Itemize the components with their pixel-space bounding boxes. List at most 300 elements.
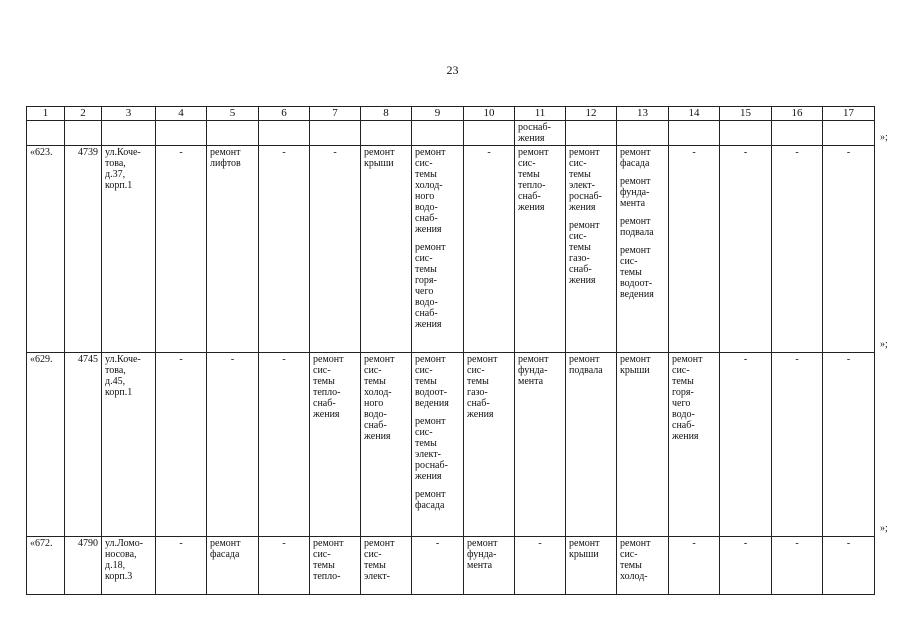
cell-line: роснаб- — [569, 191, 602, 202]
cell-line: ремонт — [672, 354, 703, 365]
cell-line: корп.1 — [105, 180, 133, 191]
table-cell — [772, 353, 823, 537]
table-cell — [772, 537, 823, 595]
cell-line: ремонт — [569, 220, 600, 231]
cell-entry — [68, 538, 98, 549]
cell-entry — [620, 176, 665, 209]
cell-line: фунда- — [467, 549, 497, 560]
cell-line: сис- — [672, 365, 690, 376]
cell-line: това, — [105, 158, 126, 169]
table-cell — [669, 537, 720, 595]
cell-line: крыши — [569, 549, 599, 560]
cell-line: мента — [620, 198, 646, 209]
header-cell: 9 — [412, 107, 464, 121]
cell-line: корп.3 — [105, 571, 133, 582]
cell-line: тепло- — [518, 180, 546, 191]
cell-line: това, — [105, 365, 126, 376]
cell-entry — [775, 147, 819, 158]
cell-line: темы — [620, 560, 642, 571]
cell-entry — [415, 354, 460, 409]
cell-line: - — [179, 354, 183, 365]
table-cell — [617, 537, 669, 595]
cell-entry — [569, 538, 613, 560]
table-cell — [823, 121, 875, 146]
cell-line: фасада — [210, 549, 240, 560]
table-cell — [65, 121, 102, 146]
cell-line: - — [743, 538, 748, 549]
table-row — [27, 146, 875, 353]
cell-line: крыши — [364, 158, 394, 169]
header-cell: 14 — [669, 107, 720, 121]
cell-line: роснаб- — [518, 122, 551, 133]
table-cell — [310, 146, 361, 353]
cell-line: - — [743, 354, 748, 365]
header-cell: 7 — [310, 107, 361, 121]
cell-line: темы — [672, 376, 694, 387]
table-cell — [566, 146, 617, 353]
cell-line: - — [795, 354, 799, 365]
cell-line: д.18, — [105, 560, 126, 571]
table-cell — [310, 353, 361, 537]
cell-line: холод- — [620, 571, 648, 582]
cell-entry — [467, 538, 511, 571]
cell-line: водо- — [415, 202, 438, 213]
cell-line: ул.Ломо- — [105, 538, 144, 549]
cell-line: темы — [518, 169, 540, 180]
cell-line: ремонт — [467, 354, 498, 365]
cell-entry — [620, 147, 665, 169]
cell-line: ремонт — [620, 245, 651, 256]
cell-line: элект- — [415, 449, 441, 460]
cell-line: водоот- — [415, 387, 448, 398]
table-cell — [27, 121, 65, 146]
cell-line: - — [282, 147, 286, 158]
cell-line: ул.Коче- — [105, 147, 141, 158]
cell-line: сис- — [415, 365, 433, 376]
cell-entry — [826, 354, 871, 365]
cell-line: сис- — [569, 231, 587, 242]
cell-entry — [262, 538, 306, 549]
table-cell — [65, 537, 102, 595]
cell-line: темы — [415, 438, 437, 449]
cell-line: - — [230, 354, 235, 365]
table-cell — [412, 537, 464, 595]
cell-line: ремонт — [518, 147, 549, 158]
cell-line: сис- — [415, 158, 433, 169]
cell-entry — [30, 538, 61, 549]
cell-line: сис- — [364, 365, 382, 376]
table-cell — [259, 537, 310, 595]
cell-entry — [620, 538, 665, 582]
cell-line: тепло- — [313, 387, 341, 398]
cell-line: ремонт — [467, 538, 498, 549]
table-cell — [617, 146, 669, 353]
cell-entry — [68, 354, 98, 365]
header-cell: 3 — [102, 107, 156, 121]
cell-entry — [723, 538, 768, 549]
cell-entry — [775, 538, 819, 549]
table-cell — [566, 353, 617, 537]
cell-entry — [775, 354, 819, 365]
cell-line: фунда- — [620, 187, 650, 198]
cell-line: жения — [364, 431, 391, 442]
cell-line: ремонт — [415, 354, 446, 365]
cell-line: ремонт — [364, 147, 395, 158]
cell-entry — [467, 147, 511, 158]
cell-line: снаб- — [672, 420, 695, 431]
cell-line: снаб- — [518, 191, 541, 202]
cell-line: жения — [518, 133, 545, 144]
table-cell — [207, 121, 259, 146]
cell-line: - — [795, 538, 799, 549]
header-cell: 13 — [617, 107, 669, 121]
cell-line: - — [538, 538, 542, 549]
cell-line: - — [179, 538, 183, 549]
table-cell — [102, 537, 156, 595]
table-cell — [156, 121, 207, 146]
cell-line: жения — [415, 471, 442, 482]
cell-line: «623. — [30, 147, 53, 158]
cell-entry — [210, 147, 255, 169]
table-cell — [464, 353, 515, 537]
cell-entry — [262, 147, 306, 158]
cell-line: темы — [364, 560, 386, 571]
header-row — [27, 107, 875, 121]
cell-line: 4739 — [78, 147, 98, 158]
table-cell — [102, 146, 156, 353]
cell-line: - — [846, 147, 851, 158]
table-cell — [720, 537, 772, 595]
cell-line: - — [743, 147, 748, 158]
cell-line: ремонт — [620, 538, 651, 549]
cell-line: жения — [313, 409, 340, 420]
header-cell: 16 — [772, 107, 823, 121]
cell-line: элект- — [364, 571, 390, 582]
cell-line: элект- — [569, 180, 595, 191]
table-row — [27, 121, 875, 146]
cell-line: ремонт — [620, 354, 651, 365]
table-cell — [207, 537, 259, 595]
cell-line: темы — [313, 376, 335, 387]
cell-line: ремонт — [313, 538, 344, 549]
table-cell — [823, 353, 875, 537]
cell-line: ного — [364, 398, 384, 409]
cell-entry — [518, 354, 562, 387]
cell-entry — [569, 220, 613, 286]
cell-entry — [159, 147, 203, 158]
cell-line: подвала — [620, 227, 654, 238]
cell-line: снаб- — [313, 398, 336, 409]
cell-entry — [105, 354, 152, 398]
cell-line: сис- — [620, 549, 638, 560]
table-cell — [412, 121, 464, 146]
table-cell — [310, 121, 361, 146]
cell-entry — [415, 242, 460, 330]
cell-line: сис- — [313, 365, 331, 376]
cell-entry — [105, 147, 152, 191]
header-cell: 8 — [361, 107, 412, 121]
cell-line: носова, — [105, 549, 137, 560]
cell-line: водоот- — [620, 278, 653, 289]
cell-line: ремонт — [415, 242, 446, 253]
table-cell — [102, 121, 156, 146]
cell-line: «629. — [30, 354, 53, 365]
cell-line: д.37, — [105, 169, 126, 180]
row-closer: »; — [880, 522, 888, 534]
table-row — [27, 353, 875, 537]
table-cell — [669, 353, 720, 537]
cell-line: сис- — [364, 549, 382, 560]
table-cell — [772, 146, 823, 353]
page-number: 23 — [446, 63, 459, 77]
cell-line: «672. — [30, 538, 53, 549]
header-cell: 12 — [566, 107, 617, 121]
cell-entry — [262, 354, 306, 365]
row-closer: »; — [880, 338, 888, 350]
cell-entry — [672, 147, 716, 158]
cell-line: снаб- — [467, 398, 490, 409]
table-cell — [515, 121, 566, 146]
cell-line: ремонт — [415, 416, 446, 427]
cell-line: газо- — [569, 253, 590, 264]
table-cell — [669, 146, 720, 353]
cell-line: горя- — [415, 275, 437, 286]
cell-line: чего — [415, 286, 434, 297]
table-cell — [720, 146, 772, 353]
header-cell: 6 — [259, 107, 310, 121]
cell-line: снаб- — [415, 213, 438, 224]
cell-line: - — [692, 538, 696, 549]
table-cell — [207, 353, 259, 537]
cell-line: - — [795, 147, 799, 158]
cell-entry — [313, 354, 357, 420]
cell-entry — [68, 147, 98, 158]
cell-line: ведения — [415, 398, 449, 409]
cell-line: жения — [569, 275, 596, 286]
cell-line: холод- — [415, 180, 443, 191]
cell-entry — [105, 538, 152, 582]
cell-line: - — [487, 147, 491, 158]
table-cell — [515, 537, 566, 595]
cell-line: темы — [569, 242, 591, 253]
cell-line: сис- — [569, 158, 587, 169]
table-cell — [617, 353, 669, 537]
cell-line: ремонт — [620, 176, 651, 187]
cell-line: ремонт — [569, 538, 600, 549]
cell-entry — [364, 354, 408, 442]
cell-entry — [620, 216, 665, 238]
cell-line: горя- — [672, 387, 694, 398]
cell-entry — [569, 147, 613, 213]
cell-entry — [364, 538, 408, 582]
table-cell — [464, 537, 515, 595]
cell-line: мента — [467, 560, 493, 571]
table-cell — [515, 146, 566, 353]
table-cell — [412, 146, 464, 353]
cell-entry — [826, 538, 871, 549]
cell-entry — [313, 147, 357, 158]
cell-line: крыши — [620, 365, 650, 376]
header-cell: 15 — [720, 107, 772, 121]
header-cell: 10 — [464, 107, 515, 121]
table-cell — [361, 146, 412, 353]
table-cell — [207, 146, 259, 353]
row-closer: »; — [880, 131, 888, 143]
cell-line: темы — [364, 376, 386, 387]
cell-entry — [364, 147, 408, 169]
cell-entry — [210, 354, 255, 365]
cell-entry — [620, 354, 665, 376]
cell-line: водо- — [672, 409, 695, 420]
table-cell — [566, 121, 617, 146]
table-cell — [27, 353, 65, 537]
cell-line: ремонт — [620, 216, 651, 227]
table-cell — [65, 146, 102, 353]
cell-line: ремонт — [210, 147, 241, 158]
cell-line: лифтов — [210, 158, 241, 169]
cell-line: 4745 — [78, 354, 98, 365]
cell-line: - — [846, 538, 851, 549]
cell-line: жения — [672, 431, 699, 442]
cell-line: снаб- — [364, 420, 387, 431]
cell-line: темы — [620, 267, 642, 278]
table-cell — [259, 146, 310, 353]
cell-line: темы — [415, 376, 437, 387]
table-cell — [27, 537, 65, 595]
cell-entry — [826, 147, 871, 158]
table-cell — [720, 121, 772, 146]
cell-line: фунда- — [518, 365, 548, 376]
cell-line: ремонт — [364, 354, 395, 365]
table-cell — [772, 121, 823, 146]
cell-line: сис- — [467, 365, 485, 376]
cell-line: снаб- — [569, 264, 592, 275]
header-cell: 17 — [823, 107, 875, 121]
cell-line: темы — [467, 376, 489, 387]
table-cell — [464, 121, 515, 146]
table-cell — [617, 121, 669, 146]
cell-entry — [467, 354, 511, 420]
table-cell — [102, 353, 156, 537]
cell-line: сис- — [620, 256, 638, 267]
cell-line: фасада — [620, 158, 650, 169]
cell-line: ул.Коче- — [105, 354, 141, 365]
table-cell — [823, 146, 875, 353]
cell-line: подвала — [569, 365, 603, 376]
cell-line: темы — [313, 560, 335, 571]
cell-line: водо- — [364, 409, 387, 420]
cell-line: 4790 — [78, 538, 98, 549]
cell-line: - — [333, 147, 337, 158]
table-row — [27, 537, 875, 595]
cell-line: ремонт — [415, 489, 446, 500]
cell-entry — [620, 245, 665, 300]
cell-entry — [518, 147, 562, 213]
cell-line: темы — [415, 264, 437, 275]
cell-line: темы — [569, 169, 591, 180]
cell-line: - — [435, 538, 440, 549]
cell-line: сис- — [415, 253, 433, 264]
cell-line: сис- — [415, 427, 433, 438]
cell-line: темы — [415, 169, 437, 180]
cell-line: роснаб- — [415, 460, 448, 471]
header-cell: 2 — [65, 107, 102, 121]
cell-line: жения — [415, 224, 442, 235]
cell-line: тепло- — [313, 571, 341, 582]
table-cell — [720, 353, 772, 537]
cell-line: жения — [415, 319, 442, 330]
table-cell — [566, 537, 617, 595]
cell-line: водо- — [415, 297, 438, 308]
table-cell — [823, 537, 875, 595]
table-cell — [361, 121, 412, 146]
table-cell — [156, 146, 207, 353]
header-cell: 11 — [515, 107, 566, 121]
cell-line: - — [692, 147, 696, 158]
cell-line: ремонт — [569, 354, 600, 365]
table-cell — [259, 353, 310, 537]
cell-line: чего — [672, 398, 691, 409]
cell-line: ремонт — [415, 147, 446, 158]
cell-entry — [210, 538, 255, 560]
table-cell — [515, 353, 566, 537]
cell-line: - — [846, 354, 851, 365]
cell-entry — [518, 122, 562, 144]
cell-line: корп.1 — [105, 387, 133, 398]
cell-entry — [723, 147, 768, 158]
cell-line: мента — [518, 376, 544, 387]
cell-line: - — [282, 538, 286, 549]
cell-line: газо- — [467, 387, 488, 398]
header-cell: 1 — [27, 107, 65, 121]
cell-line: ремонт — [364, 538, 395, 549]
cell-line: сис- — [518, 158, 536, 169]
table-cell — [65, 353, 102, 537]
cell-entry — [415, 489, 460, 511]
cell-line: - — [282, 354, 286, 365]
cell-entry — [415, 147, 460, 235]
cell-line: жения — [467, 409, 494, 420]
table-cell — [361, 537, 412, 595]
cell-line: - — [179, 147, 183, 158]
table-cell — [259, 121, 310, 146]
cell-line: ремонт — [313, 354, 344, 365]
cell-line: д.45, — [105, 376, 126, 387]
header-cell: 5 — [207, 107, 259, 121]
table-cell — [361, 353, 412, 537]
table-cell — [412, 353, 464, 537]
cell-entry — [518, 538, 562, 549]
cell-line: фасада — [415, 500, 445, 511]
table-cell — [27, 146, 65, 353]
cell-entry — [672, 538, 716, 549]
cell-entry — [313, 538, 357, 582]
table-cell — [310, 537, 361, 595]
cell-line: холод- — [364, 387, 392, 398]
table-cell — [669, 121, 720, 146]
cell-line: сис- — [313, 549, 331, 560]
cell-line: снаб- — [415, 308, 438, 319]
cell-entry — [569, 354, 613, 376]
schedule-table — [26, 106, 875, 595]
table-cell — [156, 537, 207, 595]
header-cell: 4 — [156, 107, 207, 121]
cell-entry — [159, 538, 203, 549]
cell-entry — [159, 354, 203, 365]
cell-line: ного — [415, 191, 435, 202]
cell-line: ремонт — [210, 538, 241, 549]
cell-entry — [30, 354, 61, 365]
